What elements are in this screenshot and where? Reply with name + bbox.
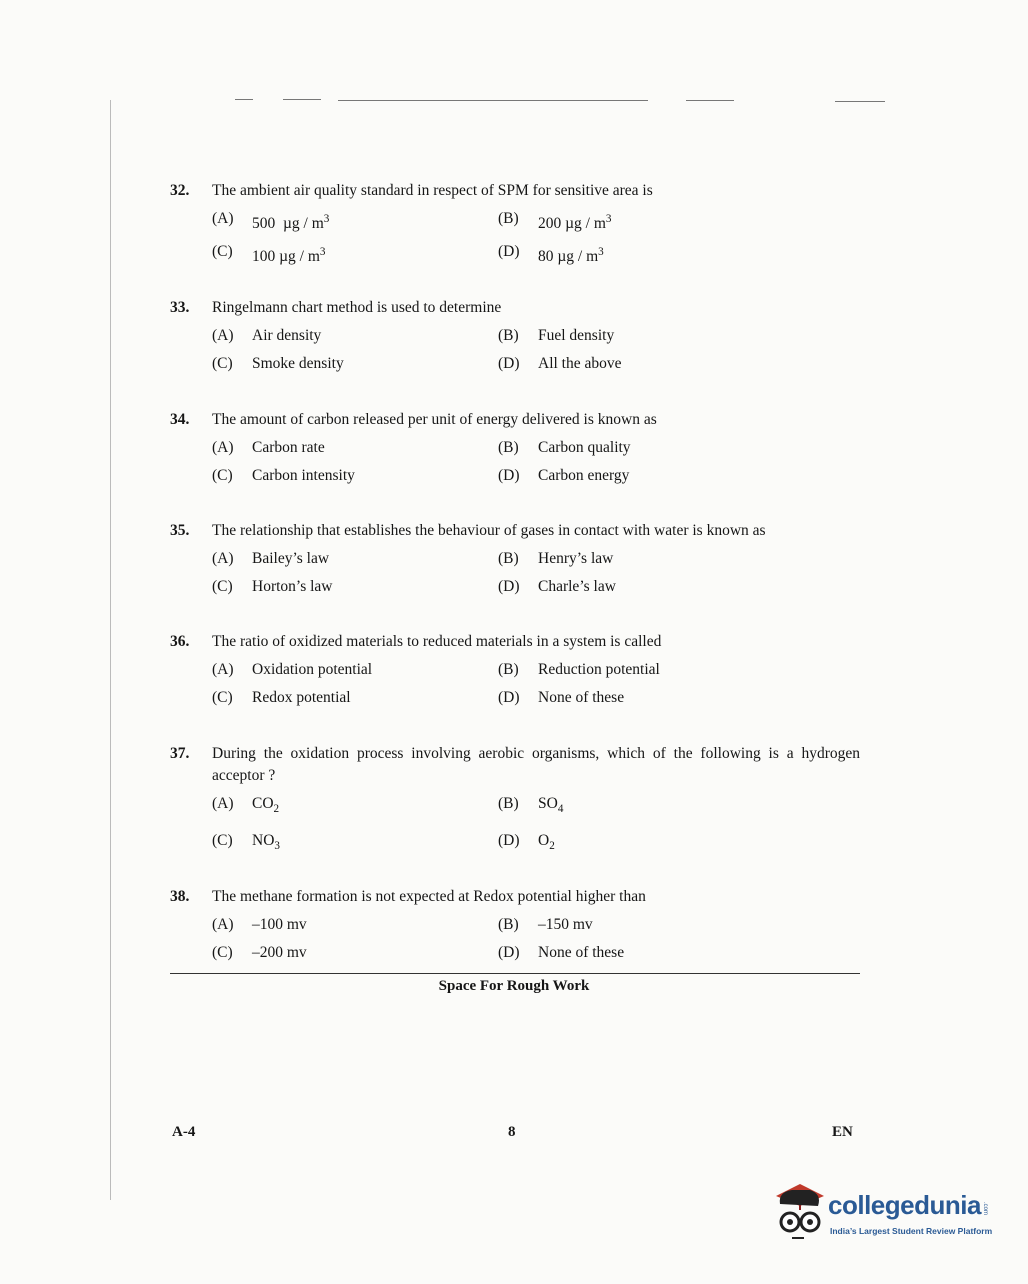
options	[212, 659, 860, 709]
option-c: (C) –200 mv	[212, 944, 307, 961]
option-d: (D) 80 µg / $m^3$	[498, 243, 604, 266]
option-d: (D) None of these	[498, 689, 625, 706]
option-a: (A) Carbon rate	[212, 439, 325, 456]
question-35	[170, 520, 860, 598]
question-number: 34.	[170, 411, 190, 428]
question-32	[170, 180, 860, 268]
options	[212, 914, 860, 964]
option-a: (A) Air density	[212, 327, 322, 344]
question-33	[170, 297, 860, 375]
question-text: The ambient air quality standard in respect of SPM for sensitive area is	[212, 182, 653, 199]
option-c: (C) Carbon intensity	[212, 467, 355, 484]
option-a: (A) Oxidation potential	[212, 661, 373, 678]
question-text: The ratio of oxidized materials to reduced materials in a system is called	[212, 633, 662, 650]
option-d: (D) All the above	[498, 355, 622, 372]
option-a: (A) Bailey’s law	[212, 550, 330, 567]
option-a: (A) –100 mv	[212, 916, 307, 933]
rough-work-heading: Space For Rough Work	[438, 978, 590, 994]
question-34	[170, 409, 860, 487]
scan-line	[338, 100, 648, 101]
question-36	[170, 631, 860, 709]
question-number: 36.	[170, 633, 190, 650]
language-code: EN	[832, 1124, 853, 1140]
scan-line	[686, 100, 734, 101]
question-number: 32.	[170, 182, 190, 199]
option-c: (C) Smoke density	[212, 355, 344, 372]
option-c: (C) $NO_3$	[212, 831, 280, 852]
question-38	[170, 886, 860, 964]
question-number: 33.	[170, 299, 190, 316]
option-b: (B) –150 mv	[498, 916, 593, 933]
question-text: Ringelmann chart method is used to determine	[212, 299, 502, 316]
option-c: (C) Horton’s law	[212, 578, 333, 595]
option-a: (A) $CO_2$	[212, 795, 280, 815]
logo-tagline: India’s Largest Student Review Platform	[830, 1226, 993, 1236]
options	[212, 548, 860, 598]
question-number: 35.	[170, 522, 190, 539]
question-text: The amount of carbon released per unit of energy delivered is known as	[212, 411, 657, 428]
option-c: (C) Redox potential	[212, 689, 351, 706]
option-d: (D) Charle’s law	[498, 578, 616, 595]
option-d: (D) None of these	[498, 944, 625, 961]
scan-line	[235, 99, 253, 100]
question-number: 38.	[170, 888, 190, 905]
question-number: 37.	[170, 745, 190, 762]
scan-line	[283, 99, 321, 100]
collegedunia-logo	[770, 1178, 1000, 1248]
option-d: (D) $O_2$	[498, 831, 555, 852]
option-b: (B) Reduction potential	[498, 661, 660, 678]
options	[212, 793, 860, 857]
margin-line	[110, 100, 111, 1200]
options	[212, 437, 860, 487]
question-text: The methane formation is not expected at Redox potential higher than	[212, 888, 646, 905]
scan-line	[835, 101, 885, 102]
question-text: During the oxidation process involving aerobic organisms, which of the following is a hydrogen acceptor ?	[212, 745, 860, 784]
booklet-code: A-4	[172, 1124, 196, 1140]
option-b: (B) Fuel density	[498, 327, 615, 344]
option-b: (B) Henry’s law	[498, 550, 614, 567]
option-b: (B) 200 µg / $m^3$	[498, 210, 612, 233]
logo-mascot-icon	[770, 1178, 828, 1242]
option-c: (C) 100 µg / $m^3$	[212, 243, 326, 266]
logo-domain: .com	[982, 1202, 988, 1216]
options	[212, 325, 860, 375]
option-b: (B) Carbon quality	[498, 439, 631, 456]
question-text: The relationship that establishes the behaviour of gases in contact with water is known as	[212, 522, 766, 539]
option-a: (A) 500 µg / $m^3$	[212, 210, 330, 233]
question-37	[170, 743, 860, 857]
option-b: (B) $SO_4$	[498, 795, 564, 815]
page-number: 8	[508, 1124, 516, 1140]
logo-wordmark: collegedunia	[828, 1190, 981, 1220]
options	[212, 208, 860, 268]
option-d: (D) Carbon energy	[498, 467, 630, 484]
rough-work-divider	[170, 973, 860, 974]
